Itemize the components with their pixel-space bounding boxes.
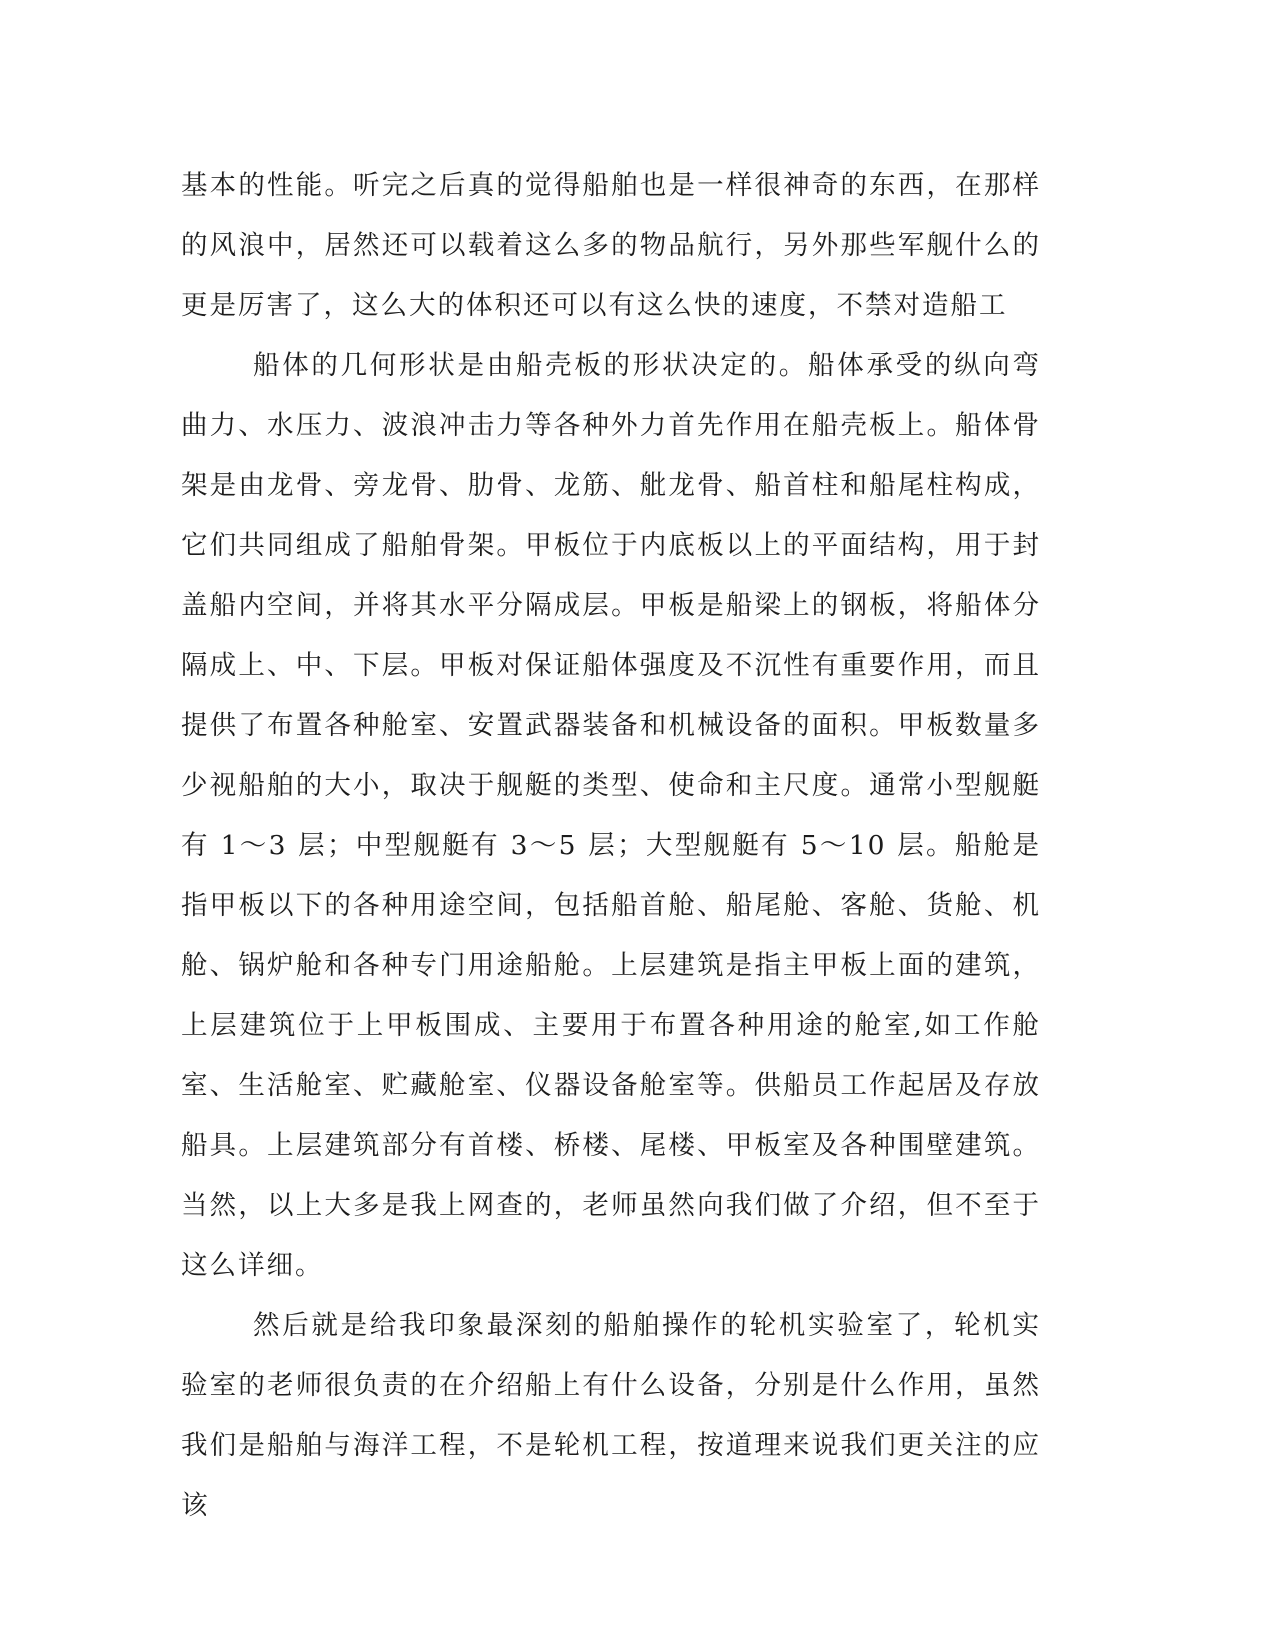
paragraph-continuation: 基本的性能。听完之后真的觉得船舶也是一样很神奇的东西，在那样的风浪中，居然还可以载着这么多的物品航行，另外那些军舰什么的更是厉害了，这么大的体积还可以有这么快的速度，不禁对造船工 (181, 170, 1041, 321)
paragraph-hull-structure: 船体的几何形状是由船壳板的形状决定的。船体承受的纵向弯曲力、水压力、波浪冲击力等各种外力首先作用在船壳板上。船体骨架是由龙骨、旁龙骨、肋骨、龙筋、舭龙骨、船首柱和船尾柱构成，它们共同组成了船舶骨架。甲板位于内底板以上的平面结构，用于封盖船内空间，并将其水平分隔成层。甲板是船梁上的钢板，将船体分隔成上、中、下层。甲板对保证船体强度及不沉性有重要作用，而且提供了布置各种舱室、安置武器装备和机械设备的面积。甲板数量多少视船舶的大小，取决于舰艇的类型、使命和主尺度。通常小型舰艇有 1～3 层；中型舰艇有 3～5 层；大型舰艇有 5～10 层。船舱是指甲板以下的各种用途空间，包括船首舱、船尾舱、客舱、货舱、机舱、锅炉舱和各种专门用途船舱。上层建筑是指主甲板上面的建筑，上层建筑位于上甲板围成、主要用于布置各种用途的舱室,如工作舱室、生活舱室、贮藏舱室、仪器设备舱室等。供船员工作起居及存放船具。上层建筑部分有首楼、桥楼、尾楼、甲板室及各种围壁建筑。当然，以上大多是我上网查的，老师虽然向我们做了介绍，但不至于这么详细。 (181, 350, 1041, 1281)
paragraph-engine-lab: 然后就是给我印象最深刻的船舶操作的轮机实验室了，轮机实验室的老师很负责的在介绍船上有什么设备，分别是什么作用，虽然我们是船舶与海洋工程，不是轮机工程，按道理来说我们更关注的应该 (181, 1310, 1041, 1521)
document-body (181, 156, 1041, 1536)
